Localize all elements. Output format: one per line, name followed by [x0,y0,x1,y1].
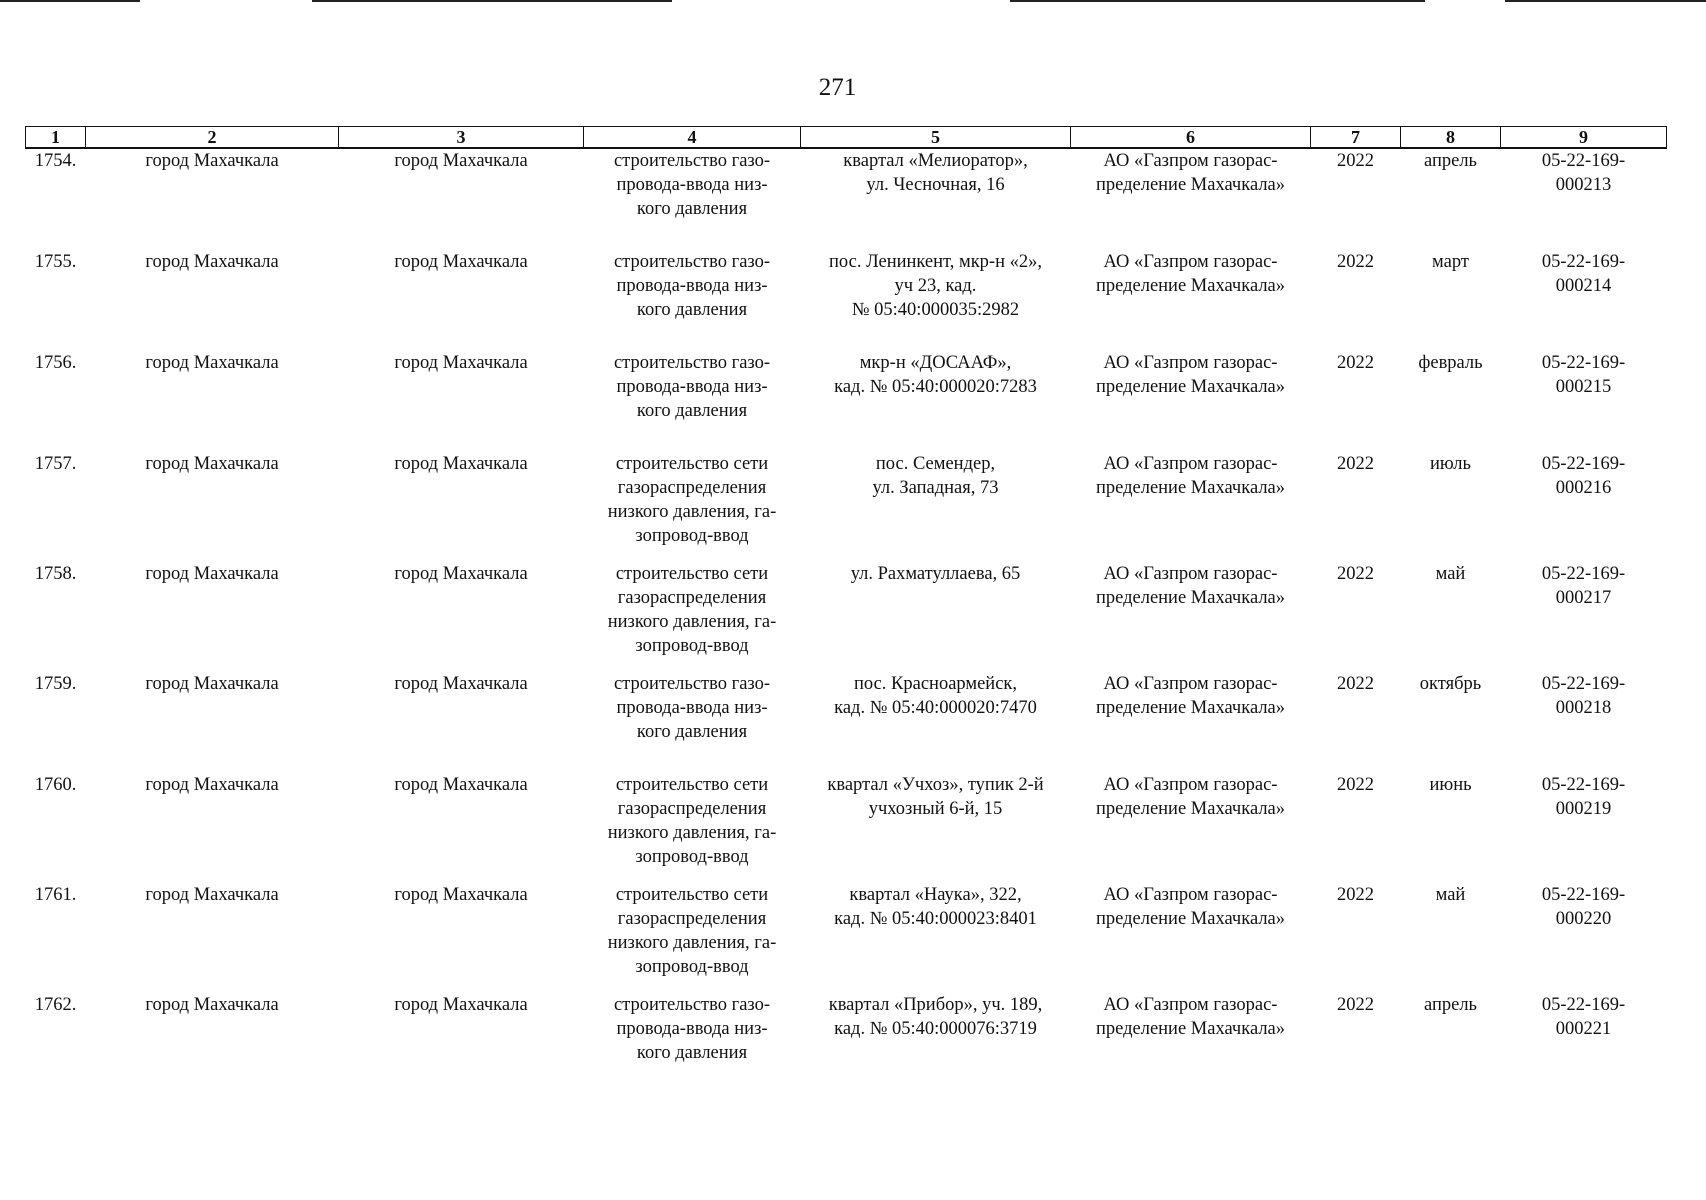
page-number: 271 [818,74,857,101]
settlement-cell: город Махачкала [394,454,528,474]
address-cell-line: ул. Рахматуллаева, 65 [850,564,1021,584]
year-cell: 2022 [1337,995,1374,1015]
scan-edge-mark [0,0,140,2]
work-type-cell-line: кого давления [636,1043,748,1063]
column-number-header [26,127,1667,149]
address-cell [801,773,1071,883]
month-cell: март [1432,252,1469,272]
district-cell: город Махачкала [145,252,279,272]
table-row [26,672,1667,773]
address-cell [801,250,1071,351]
district-cell: город Махачкала [145,151,279,171]
settlement-cell: город Махачкала [394,674,528,694]
address-cell [801,672,1071,773]
work-type-cell-line: кого давления [636,300,748,320]
address-cell-line: квартал «Прибор», уч. 189, [828,995,1043,1015]
address-cell-line: пос. Семендер, [875,454,996,474]
organization-cell-line: АО «Газпром газорас- [1103,885,1278,905]
settlement-cell: город Махачкала [394,564,528,584]
code-cell [1501,148,1667,250]
work-type-cell-line: низкого давления, га- [607,502,777,522]
row-number-cell: 1757. [34,454,77,474]
organization-cell-line: АО «Газпром газорас- [1103,252,1278,272]
work-type-cell-line: строительство сети [615,885,769,905]
district-cell: город Махачкала [145,674,279,694]
code-cell-line: 05-22-169- [1541,674,1626,694]
district-cell: город Махачкала [145,775,279,795]
code-cell-line: 000215 [1555,377,1612,397]
year-cell: 2022 [1337,151,1374,171]
address-cell-line: кад. № 05:40:000023:8401 [834,909,1037,929]
code-cell-line: 000213 [1555,175,1612,195]
district-cell: город Махачкала [145,353,279,373]
year-cell: 2022 [1337,252,1374,272]
organization-cell [1071,562,1311,672]
organization-cell [1071,148,1311,250]
table-row [26,993,1667,1094]
row-number-cell: 1761. [34,885,77,905]
organization-cell-line: пределение Махачкала» [1095,276,1286,296]
district-cell: город Махачкала [145,564,279,584]
work-type-cell-line: газораспределения [617,799,767,819]
organization-cell-line: пределение Махачкала» [1095,799,1286,819]
work-type-cell-line: строительство газо- [613,151,771,171]
address-cell-line: мкр-н «ДОСААФ», [859,353,1012,373]
work-type-cell-line: строительство сети [615,454,769,474]
row-number-cell: 1758. [34,564,77,584]
work-type-cell-line: строительство сети [615,775,769,795]
work-type-cell-line: строительство газо- [613,674,771,694]
year-cell: 2022 [1337,454,1374,474]
organization-cell-line: пределение Махачкала» [1095,1019,1286,1039]
scan-edge-mark [1505,0,1706,2]
settlement-cell: город Махачкала [394,353,528,373]
work-type-cell-line: низкого давления, га- [607,823,777,843]
code-cell [1501,562,1667,672]
work-type-cell-line: зопровод-ввод [635,526,749,546]
code-cell-line: 05-22-169- [1541,454,1626,474]
address-cell-line: квартал «Учхоз», тупик 2-й [827,775,1044,795]
code-cell-line: 05-22-169- [1541,775,1626,795]
work-type-cell [584,562,801,672]
code-cell [1501,672,1667,773]
row-number-cell: 1755. [34,252,77,272]
work-type-cell-line: низкого давления, га- [607,612,777,632]
month-cell: апрель [1424,151,1477,171]
column-header: 5 [801,127,1071,149]
work-type-cell [584,250,801,351]
address-cell-line: ул. Западная, 73 [872,478,999,498]
work-type-cell-line: строительство газо- [613,353,771,373]
organization-cell-line: АО «Газпром газорас- [1103,353,1278,373]
work-type-cell [584,993,801,1094]
work-type-cell-line: строительство сети [615,564,769,584]
month-cell: май [1435,885,1466,905]
address-cell [801,883,1071,993]
column-header: 6 [1071,127,1311,149]
settlement-cell: город Махачкала [394,885,528,905]
settlement-cell: город Махачкала [394,252,528,272]
address-cell-line: кад. № 05:40:000020:7283 [834,377,1037,397]
settlement-cell: город Махачкала [394,775,528,795]
code-cell-line: 000220 [1555,909,1612,929]
organization-cell [1071,351,1311,452]
code-cell [1501,452,1667,562]
table-row [26,773,1667,883]
table-row [26,562,1667,672]
code-cell-line: 000216 [1555,478,1612,498]
column-header: 9 [1501,127,1667,149]
work-type-cell-line: газораспределения [617,909,767,929]
work-type-cell-line: строительство газо- [613,995,771,1015]
year-cell: 2022 [1337,885,1374,905]
address-cell-line: квартал «Наука», 322, [849,885,1022,905]
table-row [26,148,1667,250]
organization-cell-line: пределение Махачкала» [1095,377,1286,397]
month-cell: апрель [1424,995,1477,1015]
column-header: 1 [26,127,86,149]
organization-cell-line: пределение Махачкала» [1095,175,1286,195]
code-cell-line: 000221 [1555,1019,1612,1039]
month-cell: октябрь [1419,674,1482,694]
organization-cell-line: АО «Газпром газорас- [1103,995,1278,1015]
table-row [26,351,1667,452]
work-type-cell-line: провода-ввода низ- [616,175,768,195]
work-type-cell-line: газораспределения [617,478,767,498]
register-table [25,126,1667,1094]
address-cell-line: кад. № 05:40:000020:7470 [834,698,1037,718]
column-header: 2 [86,127,339,149]
month-cell: июнь [1429,775,1472,795]
scan-edge-mark [312,0,672,2]
work-type-cell-line: провода-ввода низ- [616,698,768,718]
month-cell: июль [1430,454,1471,474]
address-cell [801,148,1071,250]
settlement-cell: город Махачкала [394,995,528,1015]
row-number-cell: 1759. [34,674,77,694]
work-type-cell-line: низкого давления, га- [607,933,777,953]
district-cell: город Махачкала [145,995,279,1015]
organization-cell [1071,672,1311,773]
work-type-cell-line: зопровод-ввод [635,636,749,656]
address-cell-line: кад. № 05:40:000076:3719 [834,1019,1037,1039]
work-type-cell [584,672,801,773]
register-sheet [25,126,1666,1094]
address-cell-line: учхозный 6-й, 15 [868,799,1003,819]
row-number-cell: 1756. [34,353,77,373]
column-header: 8 [1401,127,1501,149]
work-type-cell-line: зопровод-ввод [635,957,749,977]
year-cell: 2022 [1337,775,1374,795]
code-cell-line: 05-22-169- [1541,564,1626,584]
column-header: 3 [339,127,584,149]
work-type-cell-line: провода-ввода низ- [616,1019,768,1039]
year-cell: 2022 [1337,564,1374,584]
year-cell: 2022 [1337,353,1374,373]
address-cell-line: уч 23, кад. [894,276,977,296]
work-type-cell [584,773,801,883]
work-type-cell-line: кого давления [636,722,748,742]
work-type-cell-line: зопровод-ввод [635,847,749,867]
organization-cell-line: пределение Махачкала» [1095,588,1286,608]
code-cell-line: 000219 [1555,799,1612,819]
table-row [26,452,1667,562]
settlement-cell: город Махачкала [394,151,528,171]
code-cell [1501,351,1667,452]
code-cell-line: 000218 [1555,698,1612,718]
work-type-cell [584,351,801,452]
organization-cell-line: АО «Газпром газорас- [1103,674,1278,694]
code-cell-line: 000217 [1555,588,1612,608]
work-type-cell-line: газораспределения [617,588,767,608]
code-cell-line: 05-22-169- [1541,995,1626,1015]
code-cell [1501,883,1667,993]
district-cell: город Махачкала [145,885,279,905]
work-type-cell [584,452,801,562]
organization-cell [1071,993,1311,1094]
column-header: 4 [584,127,801,149]
work-type-cell [584,148,801,250]
scan-edge-mark [1010,0,1425,2]
address-cell-line: № 05:40:000035:2982 [851,300,1020,320]
code-cell-line: 05-22-169- [1541,151,1626,171]
organization-cell-line: пределение Махачкала» [1095,909,1286,929]
code-cell [1501,993,1667,1094]
row-number-cell: 1754. [34,151,77,171]
address-cell-line: квартал «Мелиоратор», [843,151,1028,171]
organization-cell-line: АО «Газпром газорас- [1103,151,1278,171]
code-cell-line: 05-22-169- [1541,885,1626,905]
organization-cell [1071,452,1311,562]
organization-cell-line: пределение Махачкала» [1095,698,1286,718]
work-type-cell-line: строительство газо- [613,252,771,272]
address-cell [801,562,1071,672]
column-header: 7 [1311,127,1401,149]
organization-cell-line: пределение Махачкала» [1095,478,1286,498]
year-cell: 2022 [1337,674,1374,694]
address-cell [801,993,1071,1094]
address-cell-line: пос. Ленинкент, мкр-н «2», [829,252,1042,272]
organization-cell [1071,250,1311,351]
code-cell [1501,250,1667,351]
work-type-cell-line: кого давления [636,199,748,219]
organization-cell-line: АО «Газпром газорас- [1103,454,1278,474]
table-row [26,883,1667,993]
address-cell [801,452,1071,562]
address-cell-line: ул. Чесночная, 16 [866,175,1005,195]
register-rows [26,148,1667,1094]
code-cell-line: 000214 [1555,276,1612,296]
month-cell: май [1435,564,1466,584]
organization-cell-line: АО «Газпром газорас- [1103,775,1278,795]
code-cell-line: 05-22-169- [1541,353,1626,373]
table-row [26,250,1667,351]
address-cell [801,351,1071,452]
work-type-cell-line: провода-ввода низ- [616,377,768,397]
code-cell [1501,773,1667,883]
organization-cell [1071,773,1311,883]
organization-cell-line: АО «Газпром газорас- [1103,564,1278,584]
address-cell-line: пос. Красноармейск, [853,674,1018,694]
work-type-cell-line: кого давления [636,401,748,421]
work-type-cell-line: провода-ввода низ- [616,276,768,296]
organization-cell [1071,883,1311,993]
work-type-cell [584,883,801,993]
code-cell-line: 05-22-169- [1541,252,1626,272]
row-number-cell: 1760. [34,775,77,795]
month-cell: февраль [1418,353,1483,373]
row-number-cell: 1762. [34,995,77,1015]
district-cell: город Махачкала [145,454,279,474]
